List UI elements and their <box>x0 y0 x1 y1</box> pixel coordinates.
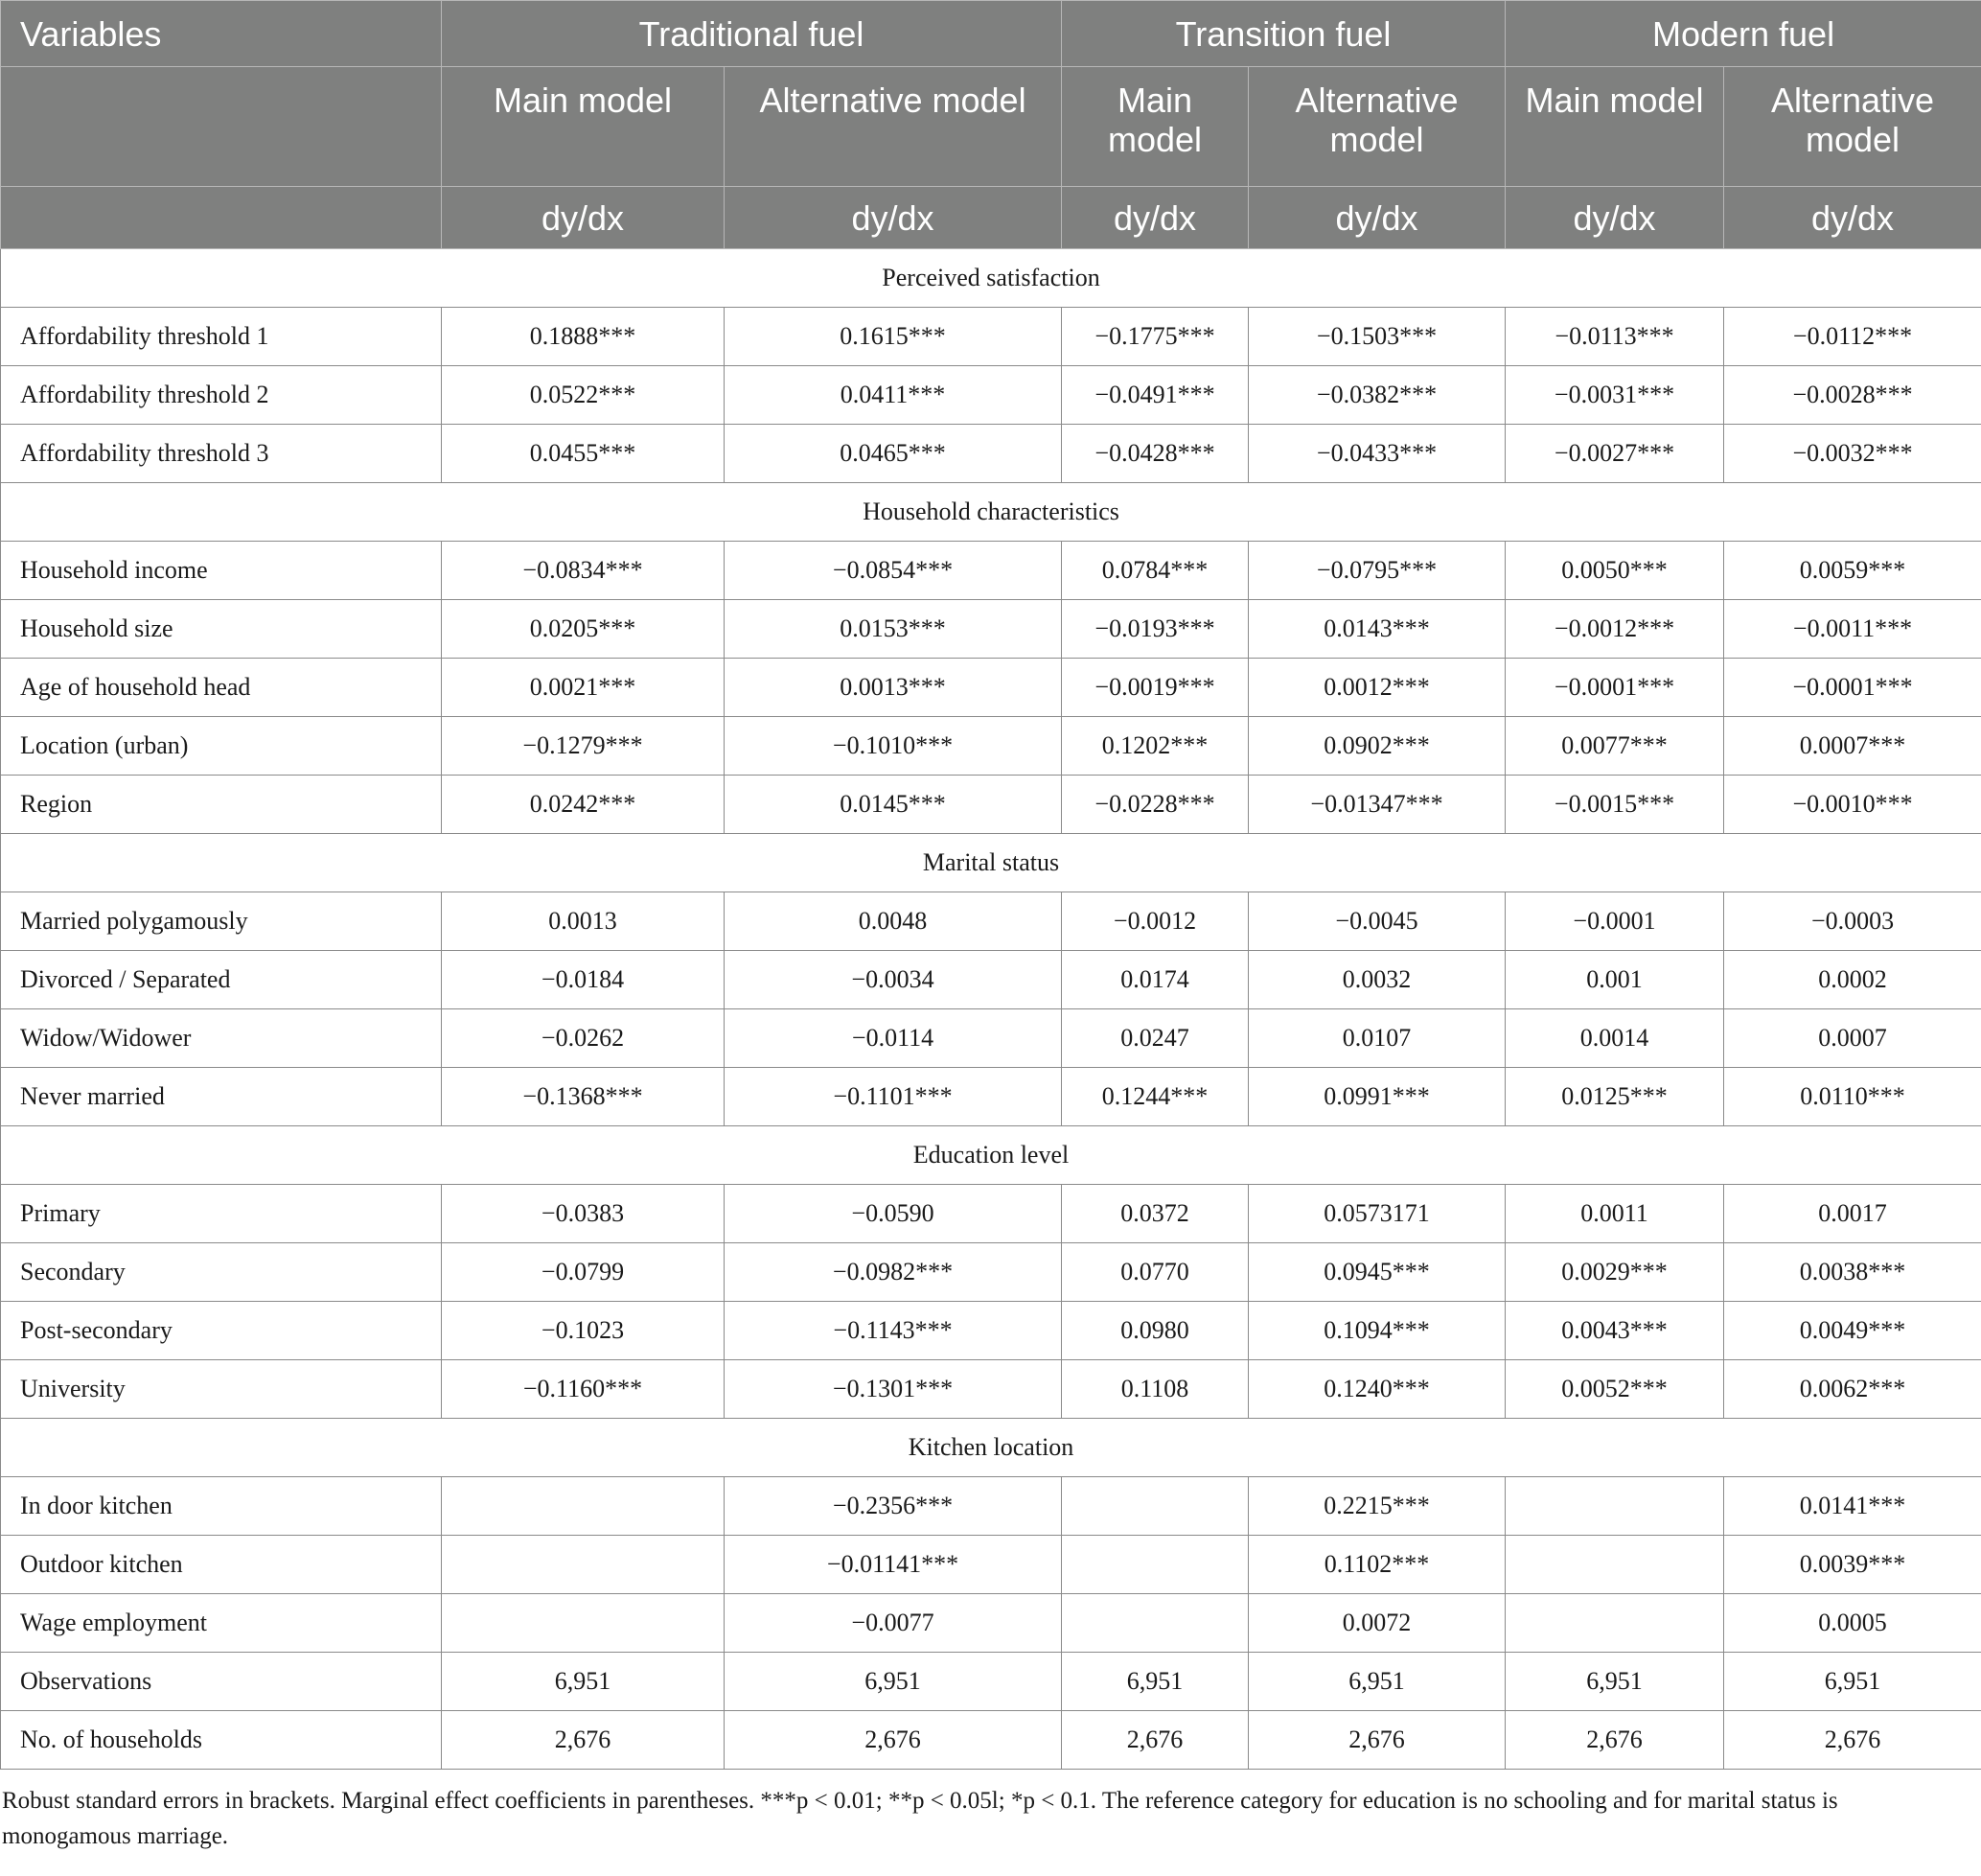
value-cell: 0.0991*** <box>1249 1068 1506 1126</box>
value-cell: −0.2356*** <box>725 1477 1062 1536</box>
row-label: Secondary <box>1 1243 442 1302</box>
value-cell: 6,951 <box>1506 1653 1724 1711</box>
value-cell: 0.1244*** <box>1062 1068 1249 1126</box>
section-header-row <box>1 483 1981 542</box>
value-cell: −0.0193*** <box>1062 600 1249 659</box>
value-cell: −0.0854*** <box>725 542 1062 600</box>
value-cell: 0.0205*** <box>442 600 725 659</box>
header-measure: dy/dx <box>725 187 1062 249</box>
value-cell: 0.0242*** <box>442 776 725 834</box>
section-header-row <box>1 1126 1981 1185</box>
row-label: University <box>1 1360 442 1419</box>
value-cell: −0.1301*** <box>725 1360 1062 1419</box>
table-row <box>1 892 1981 951</box>
value-cell: 0.0014 <box>1506 1009 1724 1068</box>
table-row <box>1 366 1981 425</box>
table-row <box>1 1302 1981 1360</box>
header-measure: dy/dx <box>1249 187 1506 249</box>
value-cell: 0.1615*** <box>725 308 1062 366</box>
value-cell: 0.0372 <box>1062 1185 1249 1243</box>
header-model: Alternative model <box>1249 67 1506 187</box>
value-cell: −0.0001*** <box>1506 659 1724 717</box>
value-cell <box>1506 1477 1724 1536</box>
value-cell: −0.0015*** <box>1506 776 1724 834</box>
row-label: Household income <box>1 542 442 600</box>
row-label: Wage employment <box>1 1594 442 1653</box>
value-cell: −0.0003 <box>1724 892 1981 951</box>
value-cell: −0.0028*** <box>1724 366 1981 425</box>
table-row <box>1 1536 1981 1594</box>
value-cell: 0.0980 <box>1062 1302 1249 1360</box>
value-cell: 0.0141*** <box>1724 1477 1981 1536</box>
header-measure: dy/dx <box>1062 187 1249 249</box>
row-label: Never married <box>1 1068 442 1126</box>
table-header <box>1 1 1981 249</box>
value-cell: 0.0770 <box>1062 1243 1249 1302</box>
table-row <box>1 1009 1981 1068</box>
header-empty-cell <box>1 67 442 187</box>
value-cell: 0.0052*** <box>1506 1360 1724 1419</box>
value-cell: −0.1279*** <box>442 717 725 776</box>
value-cell: 0.0455*** <box>442 425 725 483</box>
row-label: Divorced / Separated <box>1 951 442 1009</box>
header-group-traditional: Traditional fuel <box>442 1 1062 67</box>
value-cell: 0.0029*** <box>1506 1243 1724 1302</box>
row-label: Affordability threshold 3 <box>1 425 442 483</box>
value-cell: 0.0145*** <box>725 776 1062 834</box>
value-cell: −0.0010*** <box>1724 776 1981 834</box>
value-cell: 2,676 <box>1249 1711 1506 1770</box>
header-row-models <box>1 67 1981 187</box>
table-row <box>1 951 1981 1009</box>
row-label: Married polygamously <box>1 892 442 951</box>
header-variables: Variables <box>1 1 442 67</box>
row-label: Affordability threshold 1 <box>1 308 442 366</box>
value-cell: −0.1368*** <box>442 1068 725 1126</box>
value-cell: −0.0032*** <box>1724 425 1981 483</box>
value-cell <box>442 1536 725 1594</box>
value-cell: 0.0153*** <box>725 600 1062 659</box>
value-cell: −0.0031*** <box>1506 366 1724 425</box>
value-cell: 0.0174 <box>1062 951 1249 1009</box>
section-header-row <box>1 249 1981 308</box>
value-cell: −0.01141*** <box>725 1536 1062 1594</box>
value-cell: 0.0017 <box>1724 1185 1981 1243</box>
value-cell: 0.0573171 <box>1249 1185 1506 1243</box>
value-cell: 0.0465*** <box>725 425 1062 483</box>
value-cell: 0.0059*** <box>1724 542 1981 600</box>
value-cell: −0.0383 <box>442 1185 725 1243</box>
value-cell <box>1062 1536 1249 1594</box>
value-cell: 0.0007*** <box>1724 717 1981 776</box>
table-row <box>1 308 1981 366</box>
table-row <box>1 1360 1981 1419</box>
section-header-row <box>1 1419 1981 1477</box>
section-title: Education level <box>1 1126 1981 1185</box>
value-cell: 0.0043*** <box>1506 1302 1724 1360</box>
value-cell: 0.0143*** <box>1249 600 1506 659</box>
section-title: Kitchen location <box>1 1419 1981 1477</box>
row-label: Observations <box>1 1653 442 1711</box>
header-model: Main model <box>1062 67 1249 187</box>
row-label: In door kitchen <box>1 1477 442 1536</box>
row-label: Post-secondary <box>1 1302 442 1360</box>
value-cell: 0.1202*** <box>1062 717 1249 776</box>
header-measure: dy/dx <box>442 187 725 249</box>
value-cell: −0.1010*** <box>725 717 1062 776</box>
row-label: No. of households <box>1 1711 442 1770</box>
value-cell: 6,951 <box>725 1653 1062 1711</box>
row-label: Location (urban) <box>1 717 442 776</box>
header-group-modern: Modern fuel <box>1506 1 1981 67</box>
table-row <box>1 1068 1981 1126</box>
value-cell: −0.0077 <box>725 1594 1062 1653</box>
value-cell: −0.1101*** <box>725 1068 1062 1126</box>
value-cell: 0.0005 <box>1724 1594 1981 1653</box>
value-cell: −0.0982*** <box>725 1243 1062 1302</box>
value-cell <box>442 1477 725 1536</box>
value-cell: 2,676 <box>1062 1711 1249 1770</box>
value-cell: −0.0184 <box>442 951 725 1009</box>
value-cell: −0.1023 <box>442 1302 725 1360</box>
value-cell: 0.1094*** <box>1249 1302 1506 1360</box>
section-title: Household characteristics <box>1 483 1981 542</box>
table-row <box>1 425 1981 483</box>
row-label: Household size <box>1 600 442 659</box>
value-cell: −0.0228*** <box>1062 776 1249 834</box>
value-cell: −0.1160*** <box>442 1360 725 1419</box>
value-cell <box>1062 1477 1249 1536</box>
value-cell: 0.0077*** <box>1506 717 1724 776</box>
value-cell: 6,951 <box>1249 1653 1506 1711</box>
header-model: Alternative model <box>1724 67 1981 187</box>
value-cell: −0.0113*** <box>1506 308 1724 366</box>
value-cell: 0.0247 <box>1062 1009 1249 1068</box>
header-group-transition: Transition fuel <box>1062 1 1506 67</box>
value-cell: 0.0021*** <box>442 659 725 717</box>
value-cell: 0.0784*** <box>1062 542 1249 600</box>
value-cell: −0.0034 <box>725 951 1062 1009</box>
value-cell: 0.001 <box>1506 951 1724 1009</box>
value-cell: 6,951 <box>1062 1653 1249 1711</box>
value-cell: 2,676 <box>1724 1711 1981 1770</box>
value-cell: 0.0107 <box>1249 1009 1506 1068</box>
value-cell: −0.0433*** <box>1249 425 1506 483</box>
value-cell: 0.1102*** <box>1249 1536 1506 1594</box>
value-cell: 2,676 <box>725 1711 1062 1770</box>
table-row <box>1 776 1981 834</box>
value-cell: −0.0027*** <box>1506 425 1724 483</box>
value-cell: 0.1108 <box>1062 1360 1249 1419</box>
value-cell: 0.0522*** <box>442 366 725 425</box>
value-cell: 0.0125*** <box>1506 1068 1724 1126</box>
value-cell <box>1506 1594 1724 1653</box>
value-cell: −0.0834*** <box>442 542 725 600</box>
table-body <box>1 249 1981 1770</box>
table-row <box>1 1477 1981 1536</box>
table-row <box>1 1653 1981 1711</box>
value-cell: −0.0012*** <box>1506 600 1724 659</box>
value-cell: 6,951 <box>1724 1653 1981 1711</box>
table-footnote: Robust standard errors in brackets. Marginal effect coefficients in parentheses. ***p < 0.01; **p < 0.05l; *p < 0.1. The reference category for education is no schooling and for marital status is monogamous marriage. <box>2 1788 1838 1849</box>
value-cell: −0.1503*** <box>1249 308 1506 366</box>
table-row <box>1 542 1981 600</box>
value-cell: −0.0491*** <box>1062 366 1249 425</box>
value-cell: −0.01347*** <box>1249 776 1506 834</box>
value-cell: 0.0032 <box>1249 951 1506 1009</box>
value-cell: −0.0011*** <box>1724 600 1981 659</box>
value-cell: −0.0382*** <box>1249 366 1506 425</box>
value-cell: 0.0110*** <box>1724 1068 1981 1126</box>
table-row <box>1 1594 1981 1653</box>
value-cell: −0.0045 <box>1249 892 1506 951</box>
table-row <box>1 1185 1981 1243</box>
value-cell: −0.1775*** <box>1062 308 1249 366</box>
value-cell: 0.0038*** <box>1724 1243 1981 1302</box>
value-cell: 0.0411*** <box>725 366 1062 425</box>
value-cell: −0.0001*** <box>1724 659 1981 717</box>
value-cell <box>1506 1536 1724 1594</box>
section-header-row <box>1 834 1981 892</box>
value-cell: −0.0019*** <box>1062 659 1249 717</box>
value-cell: 0.2215*** <box>1249 1477 1506 1536</box>
row-label: Outdoor kitchen <box>1 1536 442 1594</box>
value-cell: −0.0012 <box>1062 892 1249 951</box>
value-cell: 6,951 <box>442 1653 725 1711</box>
section-title: Perceived satisfaction <box>1 249 1981 308</box>
row-label: Primary <box>1 1185 442 1243</box>
value-cell: 0.0011 <box>1506 1185 1724 1243</box>
value-cell: 0.0039*** <box>1724 1536 1981 1594</box>
value-cell: 2,676 <box>442 1711 725 1770</box>
value-cell: 0.0945*** <box>1249 1243 1506 1302</box>
row-label: Region <box>1 776 442 834</box>
value-cell: 0.1240*** <box>1249 1360 1506 1419</box>
row-label: Affordability threshold 2 <box>1 366 442 425</box>
value-cell: 0.0072 <box>1249 1594 1506 1653</box>
value-cell: −0.0795*** <box>1249 542 1506 600</box>
value-cell: 0.0002 <box>1724 951 1981 1009</box>
value-cell: 0.0012*** <box>1249 659 1506 717</box>
table-row <box>1 1711 1981 1770</box>
value-cell: 0.0007 <box>1724 1009 1981 1068</box>
header-model: Main model <box>442 67 725 187</box>
section-title: Marital status <box>1 834 1981 892</box>
header-measure: dy/dx <box>1506 187 1724 249</box>
table-row <box>1 717 1981 776</box>
value-cell: 0.0013 <box>442 892 725 951</box>
value-cell: 0.0050*** <box>1506 542 1724 600</box>
table-row <box>1 600 1981 659</box>
value-cell: −0.0001 <box>1506 892 1724 951</box>
row-label: Age of household head <box>1 659 442 717</box>
table-row <box>1 659 1981 717</box>
header-empty-cell <box>1 187 442 249</box>
value-cell: −0.1143*** <box>725 1302 1062 1360</box>
value-cell: −0.0799 <box>442 1243 725 1302</box>
value-cell: 2,676 <box>1506 1711 1724 1770</box>
header-measure: dy/dx <box>1724 187 1981 249</box>
value-cell <box>1062 1594 1249 1653</box>
value-cell: 0.0013*** <box>725 659 1062 717</box>
value-cell: 0.0048 <box>725 892 1062 951</box>
value-cell: −0.0114 <box>725 1009 1062 1068</box>
value-cell: −0.0428*** <box>1062 425 1249 483</box>
value-cell: 0.1888*** <box>442 308 725 366</box>
header-model: Main model <box>1506 67 1724 187</box>
table-row <box>1 1243 1981 1302</box>
value-cell <box>442 1594 725 1653</box>
value-cell: −0.0112*** <box>1724 308 1981 366</box>
value-cell: 0.0062*** <box>1724 1360 1981 1419</box>
value-cell: −0.0590 <box>725 1185 1062 1243</box>
header-model: Alternative model <box>725 67 1062 187</box>
value-cell: 0.0049*** <box>1724 1302 1981 1360</box>
value-cell: 0.0902*** <box>1249 717 1506 776</box>
header-row-measures <box>1 187 1981 249</box>
value-cell: −0.0262 <box>442 1009 725 1068</box>
header-row-groups <box>1 1 1981 67</box>
row-label: Widow/Widower <box>1 1009 442 1068</box>
